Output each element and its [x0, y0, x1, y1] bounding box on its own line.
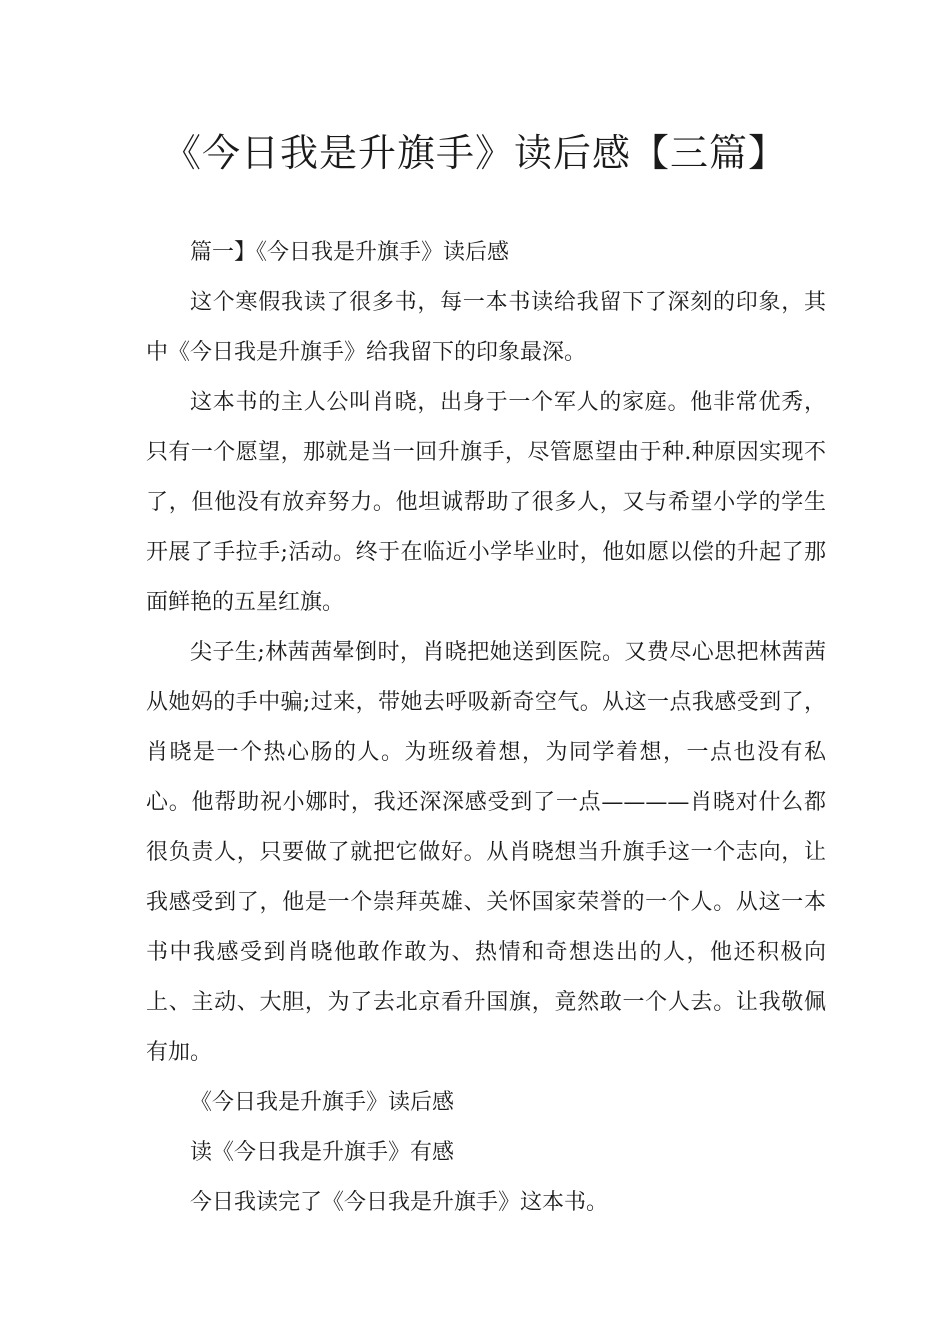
body-paragraph: 今日我读完了《今日我是升旗手》这本书。	[190, 1190, 609, 1215]
section-heading: 《今日我是升旗手》读后感	[190, 1090, 455, 1115]
document-title: 《今日我是升旗手》读后感【三篇】	[162, 131, 787, 175]
section-heading: 篇一】《今日我是升旗手》读后感	[190, 240, 510, 265]
body-paragraph: 尖子生;林茜茜晕倒时，肖晓把她送到医院。又费尽心思把林茜茜从她妈的手中骗;过来，带她去呼吸新奇空气。从这一点我感受到了，肖晓是一个热心肠的人。为班级着想，为同学着想，一点也没有私心。他帮助祝小娜时，我还深深感受到了一点————肖晓对什么都很负责人，只要做了就把它做好。从肖晓想当升旗手这一个志向，让我感受到了，他是一个崇拜英雄、关怀国家荣誉的一个人。从这一本书中我感受到肖晓他敢作敢为、热情和奇想迭出的人，他还积极向上、主动、大胆，为了去北京看升国旗，竟然敢一个人去。让我敬佩有加。	[146, 640, 826, 1065]
document-body	[146, 228, 826, 1228]
section-subheading: 读《今日我是升旗手》有感	[190, 1140, 455, 1165]
body-paragraph: 这个寒假我读了很多书，每一本书读给我留下了深刻的印象，其中《今日我是升旗手》给我留下的印象最深。	[146, 290, 826, 365]
body-paragraph: 这本书的主人公叫肖晓，出身于一个军人的家庭。他非常优秀，只有一个愿望，那就是当一回升旗手，尽管愿望由于种.种原因实现不了，但他没有放弃努力。他坦诚帮助了很多人，又与希望小学的学生开展了手拉手;活动。终于在临近小学毕业时，他如愿以偿的升起了那面鲜艳的五星红旗。	[146, 390, 826, 615]
